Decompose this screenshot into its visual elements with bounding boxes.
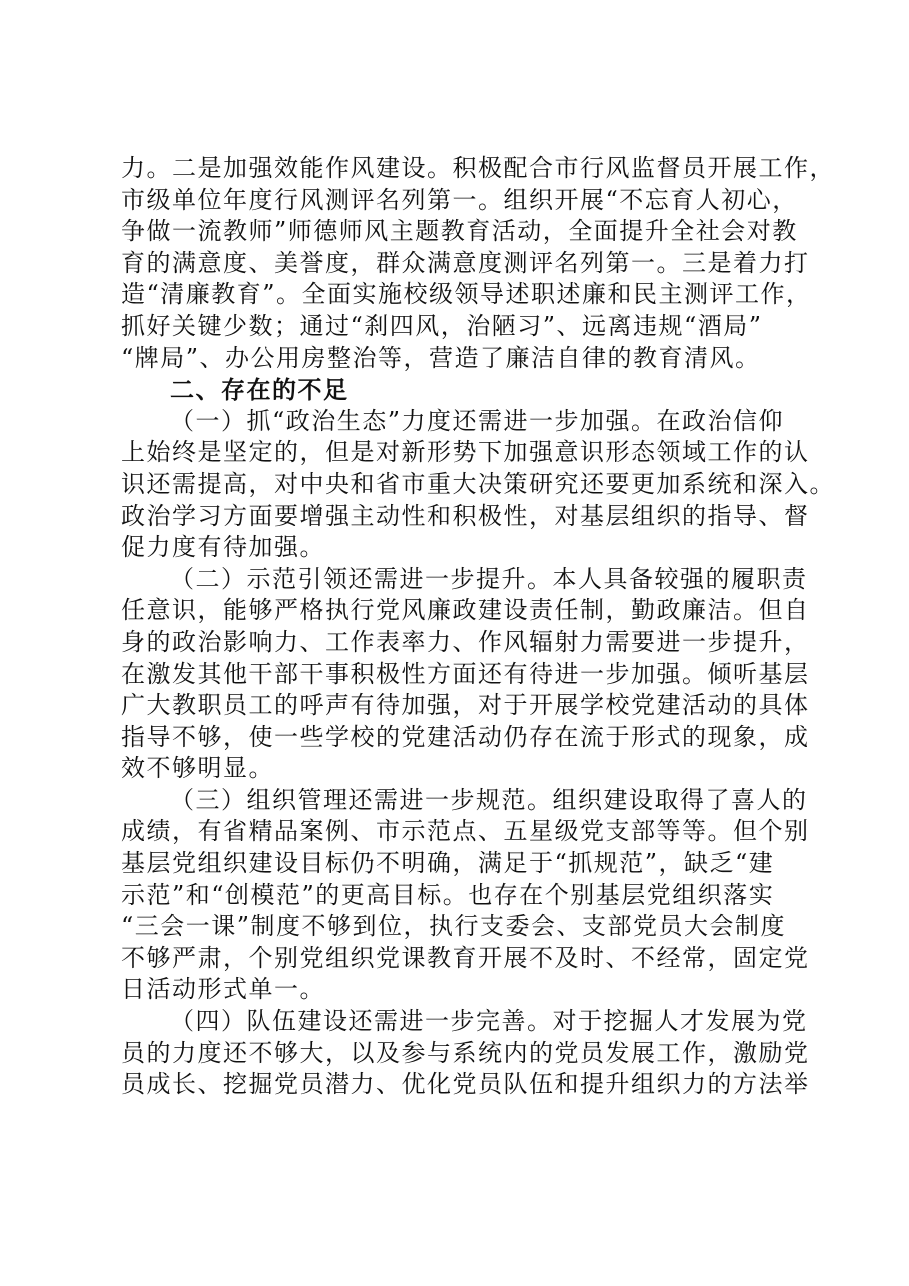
text-line: 日活动形式单一。	[121, 975, 325, 1004]
text-line: 促力度有待加强。	[121, 533, 325, 562]
shortcoming-item-4	[121, 1006, 811, 1101]
text-line: “三会一课”制度不够到位，执行支委会、支部党员大会制度	[121, 912, 787, 941]
text-line: 基层党组织建设目标仍不明确，满足于“抓规范”，缺乏“建	[121, 849, 775, 878]
document-body	[121, 153, 835, 1101]
section-heading: 二、存在的不足	[170, 375, 349, 405]
text-line: 广大教职员工的呼声有待加强，对于开展学校党建活动的具体	[121, 691, 810, 720]
text-line: 员成长、挖掘党员潜力、优化党员队伍和提升组织力的方法举	[121, 1070, 810, 1099]
text-line: 身的政治影响力、工作表率力、作风辐射力需要进一步提升，	[121, 627, 810, 656]
text-line: （二）示范引领还需进一步提升。本人具备较强的履职责	[170, 564, 808, 593]
text-line: 示范”和“创模范”的更高目标。也存在个别基层党组织落实	[121, 880, 775, 909]
shortcoming-item-1	[121, 406, 835, 564]
text-line: 指导不够，使一些学校的党建活动仍存在流于形式的现象，成	[121, 722, 810, 751]
text-line: 育的满意度、美誉度，群众满意度测评名列第一。三是着力打	[121, 248, 810, 277]
text-line: （一）抓“政治生态”力度还需进一步加强。在政治信仰	[170, 406, 785, 435]
text-line: 员的力度还不够大，以及参与系统内的党员发展工作，激励党	[121, 1038, 810, 1067]
text-line: 上始终是坚定的，但是对新形势下加强意识形态领域工作的认	[121, 438, 810, 467]
text-line: 抓好关键少数；通过“刹四风，治陋习”、远离违规“酒局”	[121, 311, 763, 340]
text-line: 政治学习方面要增强主动性和积极性，对基层组织的指导、督	[121, 501, 810, 530]
shortcoming-item-3	[121, 785, 811, 1006]
text-line: 效不够明显。	[121, 754, 274, 783]
text-line: 任意识，能够严格执行党风廉政建设责任制，勤政廉洁。但自	[121, 596, 810, 625]
text-line: 造“清廉教育”。全面实施校级领导述职述廉和民主测评工作，	[121, 280, 812, 309]
text-line: 识还需提高，对中央和省市重大决策研究还要更加系统和深入。	[121, 469, 835, 498]
text-line: 成绩，有省精品案例、市示范点、五星级党支部等等。但个别	[121, 817, 810, 846]
text-line: （四）队伍建设还需进一步完善。对于挖掘人才发展为党	[170, 1007, 808, 1036]
intro-paragraph	[121, 153, 835, 374]
text-line: （三）组织管理还需进一步规范。组织建设取得了喜人的	[170, 785, 808, 814]
text-line: 争做一流教师”师德师风主题教育活动，全面提升全社会对教	[121, 217, 798, 246]
text-line: 市级单位年度行风测评名列第一。组织开展“不忘育人初心，	[121, 185, 798, 214]
text-line: 在激发其他干部干事积极性方面还有待进一步加强。倾听基层	[121, 659, 810, 688]
shortcoming-item-2	[121, 564, 811, 785]
text-line: 不够严肃，个别党组织党课教育开展不及时、不经常，固定党	[121, 943, 810, 972]
text-line: “牌局”、办公用房整治等，营造了廉洁自律的教育清风。	[121, 343, 761, 372]
text-line: 力。二是加强效能作风建设。积极配合市行风监督员开展工作，	[121, 154, 835, 182]
